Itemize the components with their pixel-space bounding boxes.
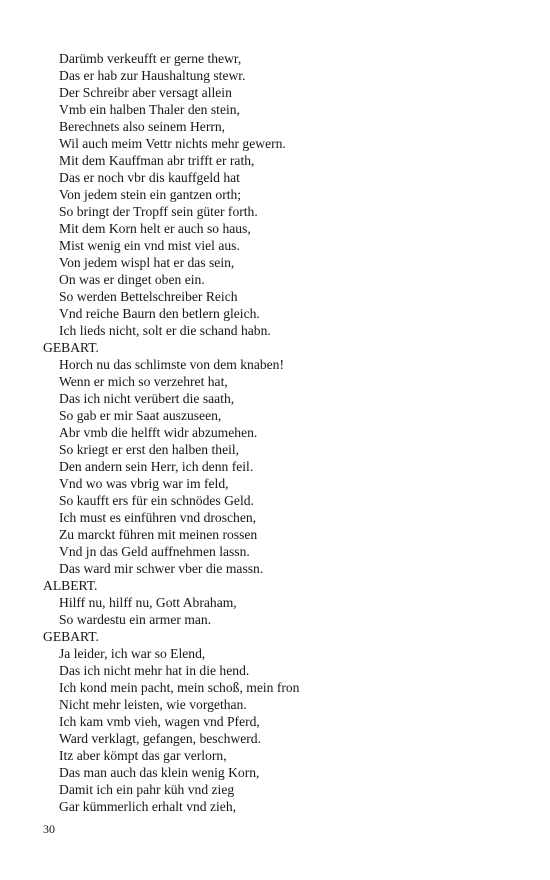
verse-line: Nicht mehr leisten, wie vorgethan.: [59, 697, 247, 712]
verse-line: Ich lieds nicht, solt er die schand habn.: [59, 323, 271, 338]
verse-line: Das er hab zur Haushaltung stewr.: [59, 68, 246, 83]
verse-line: Darümb verkeufft er gerne thewr,: [59, 51, 242, 66]
verse-line: Mit dem Korn helt er auch so haus,: [59, 221, 251, 236]
verse-line: Den andern sein Herr, ich denn feil.: [59, 459, 254, 474]
verse-line: Abr vmb die helfft widr abzumehen.: [59, 425, 258, 440]
verse-line: Vnd wo was vbrig war im feld,: [59, 476, 229, 491]
verse-line: So bringt der Tropff sein güter forth.: [59, 204, 258, 219]
verse-line: Ich kond mein pacht, mein schoß, mein fron: [59, 680, 300, 695]
verse-line: Hilff nu, hilff nu, Gott Abraham,: [59, 595, 237, 610]
verse-line: Ich kam vmb vieh, wagen vnd Pferd,: [59, 714, 260, 729]
verse-line: Das man auch das klein wenig Korn,: [59, 765, 260, 780]
verse-line: Das ich nicht verübert die saath,: [59, 391, 235, 406]
verse-line: Das er noch vbr dis kauffgeld hat: [59, 170, 240, 185]
verse-line: Vnd reiche Baurn den betlern gleich.: [59, 306, 260, 321]
verse-line: Von jedem wispl hat er das sein,: [59, 255, 235, 270]
speaker-label: GEBART.: [43, 629, 99, 644]
verse-line: Wil auch meim Vettr nichts mehr gewern.: [59, 136, 286, 151]
verse-line: Das ich nicht mehr hat in die hend.: [59, 663, 250, 678]
verse-line: So kaufft ers für ein schnödes Geld.: [59, 493, 254, 508]
verse-line: Das ward mir schwer vber die massn.: [59, 561, 264, 576]
verse-line: So gab er mir Saat auszuseen,: [59, 408, 222, 423]
verse-line: Der Schreibr aber versagt allein: [59, 85, 232, 100]
speaker-label: GEBART.: [43, 340, 99, 355]
verse-line: Damit ich ein pahr küh vnd zieg: [59, 782, 235, 797]
poem-text: [43, 50, 513, 815]
verse-line: Gar kümmerlich erhalt vnd zieh,: [59, 799, 237, 814]
speaker-label: ALBERT.: [43, 578, 98, 593]
verse-line: Berechnets also seinem Herrn,: [59, 119, 226, 134]
verse-line: Ja leider, ich war so Elend,: [59, 646, 206, 661]
verse-line: Wenn er mich so verzehret hat,: [59, 374, 228, 389]
page-number: 30: [43, 822, 55, 836]
verse-line: Vmb ein halben Thaler den stein,: [59, 102, 240, 117]
verse-line: Horch nu das schlimste von dem knaben!: [59, 357, 285, 372]
verse-line: So werden Bettelschreiber Reich: [59, 289, 238, 304]
verse-line: Ward verklagt, gefangen, beschwerd.: [59, 731, 261, 746]
verse-line: Von jedem stein ein gantzen orth;: [59, 187, 242, 202]
verse-line: Zu marckt führen mit meinen rossen: [59, 527, 258, 542]
verse-line: Mist wenig ein vnd mist viel aus.: [59, 238, 240, 253]
verse-line: So kriegt er erst den halben theil,: [59, 442, 240, 457]
verse-line: Vnd jn das Geld auffnehmen lassn.: [59, 544, 250, 559]
verse-line: On was er dinget oben ein.: [59, 272, 205, 287]
verse-line: So wardestu ein armer man.: [59, 612, 212, 627]
verse-line: Mit dem Kauffman abr trifft er rath,: [59, 153, 255, 168]
verse-line: Ich must es einführen vnd droschen,: [59, 510, 257, 525]
verse-line: Itz aber kömpt das gar verlorn,: [59, 748, 227, 763]
